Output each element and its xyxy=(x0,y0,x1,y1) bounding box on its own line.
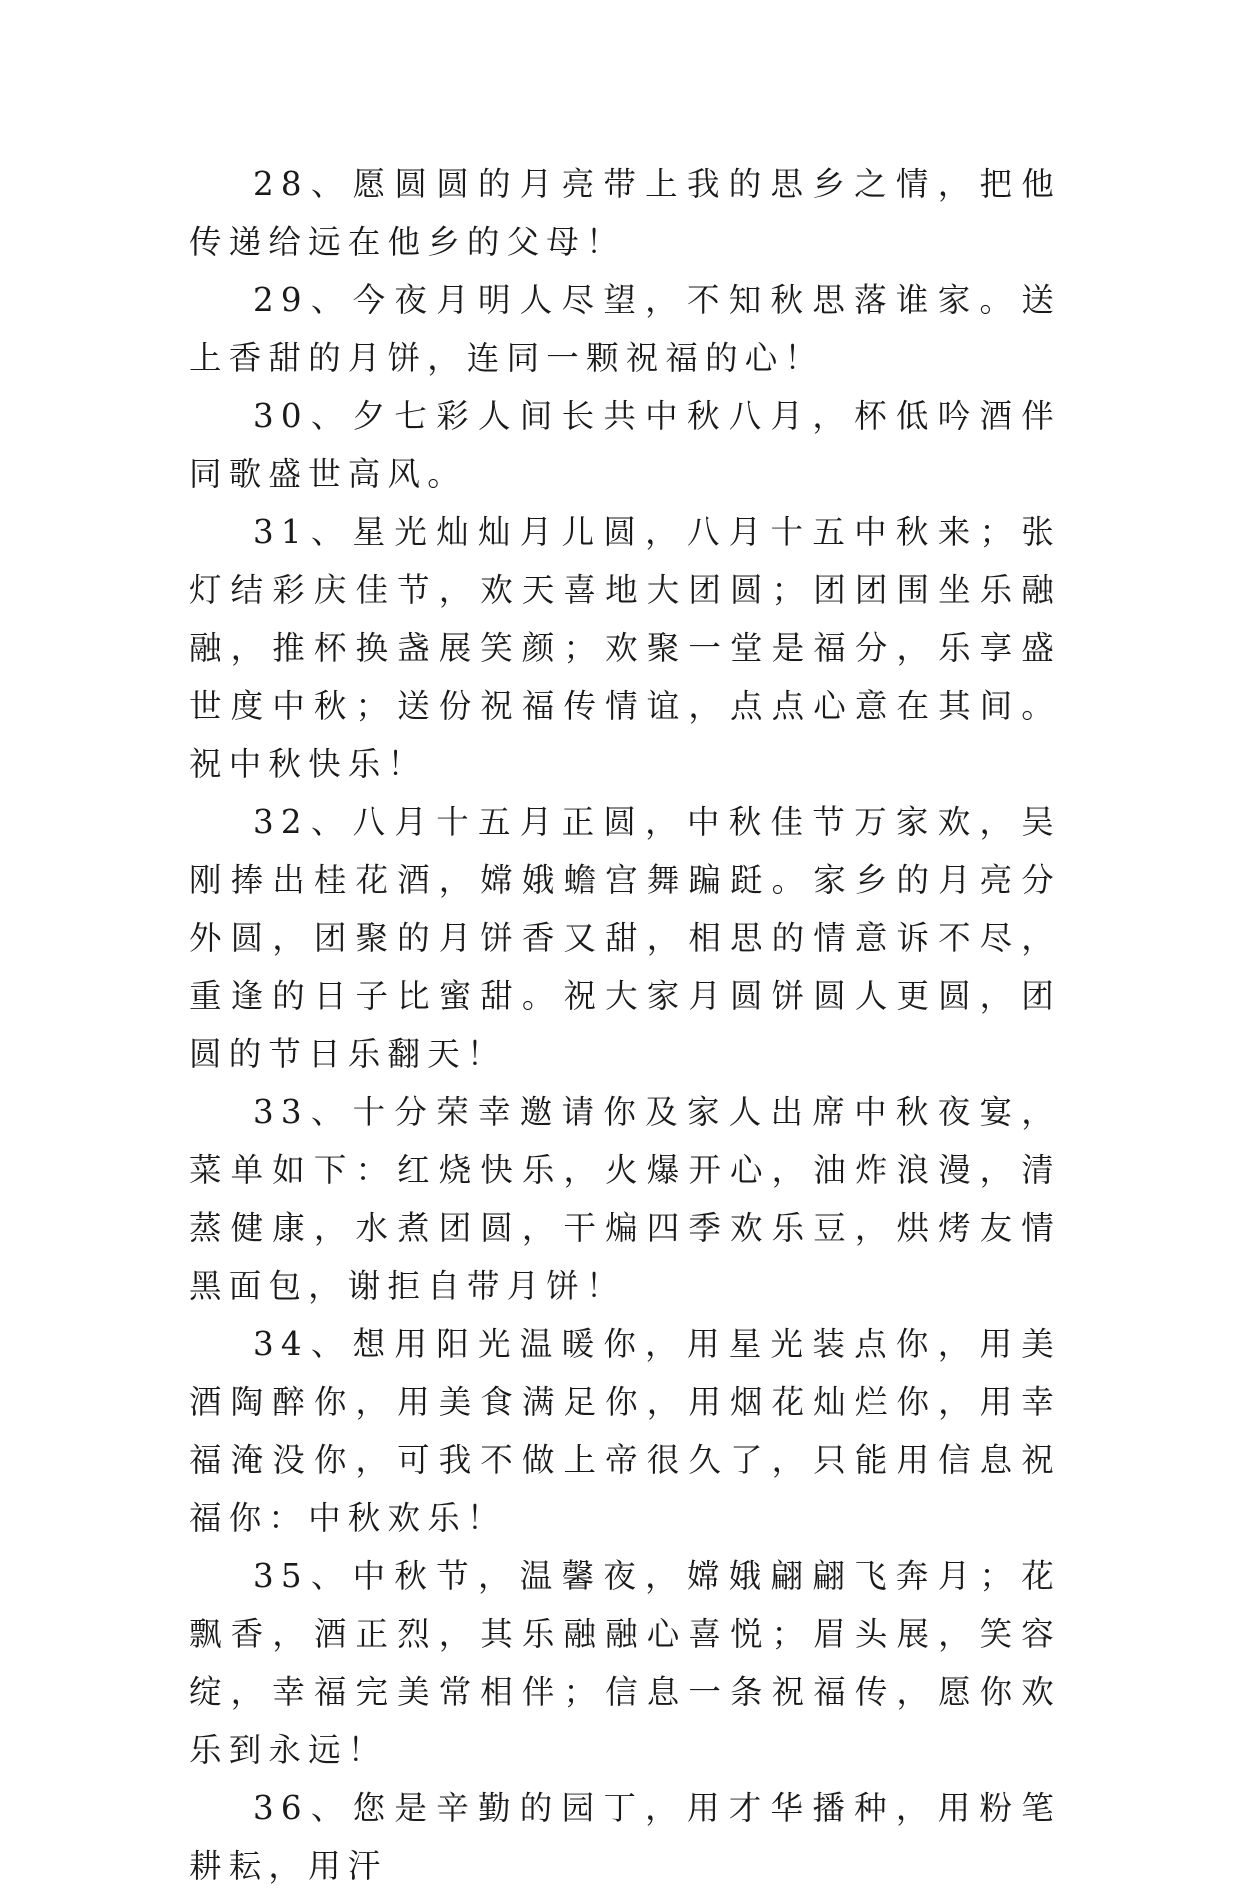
paragraph-30: 30、夕七彩人间长共中秋八月，杯低吟酒伴同歌盛世高风。 xyxy=(189,397,1061,493)
paragraph-28: 28、愿圆圆的月亮带上我的思乡之情，把他传递给远在他乡的父母！ xyxy=(189,165,1061,261)
paragraph-34: 34、想用阳光温暖你，用星光装点你，用美酒陶醉你，用美食满足你，用烟花灿烂你，用幸福淹没你，可我不做上帝很久了，只能用信息祝福你：中秋欢乐！ xyxy=(189,1325,1061,1537)
paragraph-36: 36、您是辛勤的园丁，用才华播种，用粉笔耕耘，用汗 xyxy=(189,1789,1061,1885)
paragraph-31: 31、星光灿灿月儿圆，八月十五中秋来；张灯结彩庆佳节，欢天喜地大团圆；团团围坐乐融融，推杯换盏展笑颜；欢聚一堂是福分，乐享盛世度中秋；送份祝福传情谊，点点心意在其间。祝中秋快乐！ xyxy=(189,513,1061,783)
paragraph-32: 32、八月十五月正圆，中秋佳节万家欢，吴刚捧出桂花酒，嫦娥蟾宫舞蹁跹。家乡的月亮分外圆，团聚的月饼香又甜，相思的情意诉不尽，重逢的日子比蜜甜。祝大家月圆饼圆人更圆，团圆的节日乐翻天！ xyxy=(189,803,1061,1073)
document-body xyxy=(189,155,1061,1895)
paragraph-33: 33、十分荣幸邀请你及家人出席中秋夜宴，菜单如下：红烧快乐，火爆开心，油炸浪漫，清蒸健康，水煮团圆，干煸四季欢乐豆，烘烤友情黑面包，谢拒自带月饼！ xyxy=(189,1093,1061,1305)
paragraph-29: 29、今夜月明人尽望，不知秋思落谁家。送上香甜的月饼，连同一颗祝福的心！ xyxy=(189,281,1061,377)
paragraph-35: 35、中秋节，温馨夜，嫦娥翩翩飞奔月；花飘香，酒正烈，其乐融融心喜悦；眉头展，笑容绽，幸福完美常相伴；信息一条祝福传，愿你欢乐到永远！ xyxy=(189,1557,1061,1769)
